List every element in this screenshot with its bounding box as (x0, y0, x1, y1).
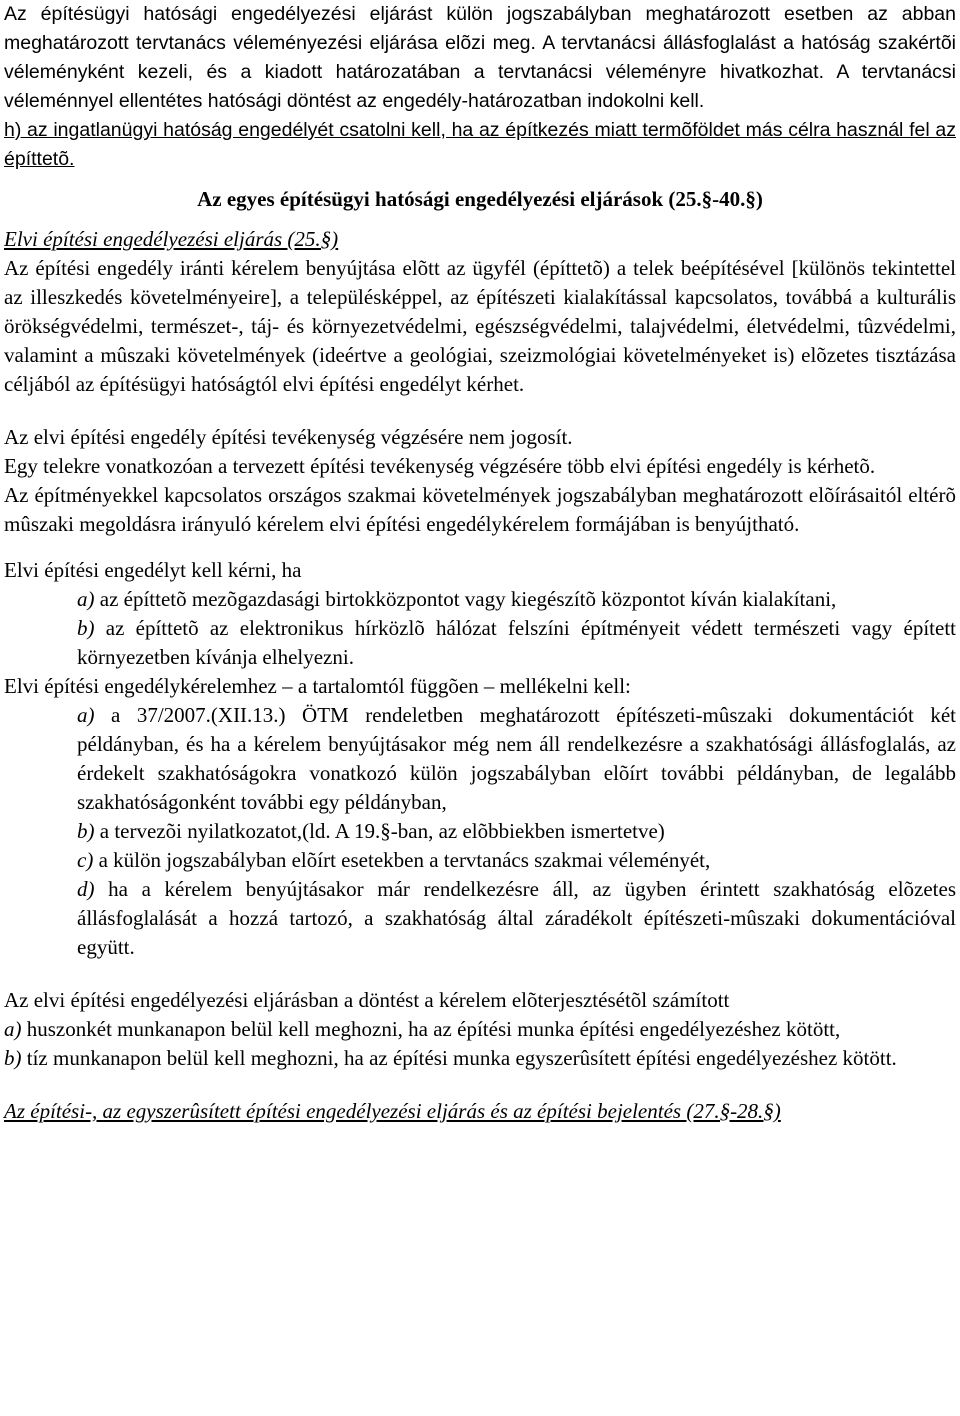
elvi-paragraph-3: Egy telekre vonatkozóan a tervezett építési tevékenység végzésére több elvi építési engedély is kérhetõ. (4, 454, 876, 478)
attach-intro: Elvi építési engedélykérelemhez – a tartalomtól függõen – mellékelni kell: (4, 674, 631, 698)
when-item-b (77, 614, 956, 672)
attach-text-c: a külön jogszabályban elõírt esetekben a tervtanács szakmai véleményét, (98, 848, 711, 872)
attach-item-c (77, 846, 956, 875)
attach-marker-c: c) (77, 848, 94, 872)
section-heading: Az egyes építésügyi hatósági engedélyezési eljárások (25.§-40.§) (197, 187, 763, 211)
when-marker-b: b) (77, 616, 95, 640)
when-item-a (77, 585, 956, 614)
attach-text-b: a tervezõi nyilatkozatot,(ld. A 19.§-ban, az elõbbiekben ismertetve) (99, 819, 665, 843)
attach-text-a: a 37/2007.(XII.13.) ÖTM rendeletben meghatározott építészeti-mûszaki dokumentációt két példányban, és ha a kérelem benyújtásakor még nem áll rendelkezésre a szakhatósági állásfoglalás, az érdekelt szakhatóságokra vonatkozó külön jogszabályban elõírt további példányban, de legalább szakhatóságonként további egy példányban, (77, 703, 956, 814)
intro-line-2: A tervtanácsi állásfoglalást a hatóság szakértõi véleményként kezeli, és a kiadott határozatában a tervtanácsi véleményre hivatkozhat. (4, 32, 957, 83)
intro-item-h: h) az ingatlanügyi hatóság engedélyét csatolni kell, ha az építkezés miatt termõföldet más célra használ fel az építtetõ. (4, 119, 956, 170)
attach-item-a (77, 701, 956, 817)
document-page (4, 0, 956, 1126)
attach-item-b (77, 817, 956, 846)
intro-line-1: Az építésügyi hatósági engedélyezési eljárást külön jogszabályban meghatározott esetben az abban meghatározott tervtanács véleményezési eljárása elõzi meg. (4, 3, 956, 54)
elvi-paragraph-4: Az építményekkel kapcsolatos országos szakmai követelmények jogszabályban meghatározott elõírásaitól eltérõ mûszaki megoldásra irányuló kérelem elvi építési engedélykérelem formájában is benyújtható. (4, 483, 956, 536)
attach-text-d: ha a kérelem benyújtásakor már rendelkezésre áll, az ügyben érintett szakhatóság elõzetes állásfoglalását a hozzá tartozó, a szakhatóság által záradékolt építészeti-mûszaki dokumentációval együtt. (77, 877, 956, 959)
when-marker-a: a) (77, 587, 95, 611)
attach-marker-b: b) (77, 819, 95, 843)
intro-paragraph (4, 0, 956, 116)
deadline-intro: Az elvi építési engedélyezési eljárásban a döntést a kérelem elõterjesztésétõl számított (4, 988, 730, 1012)
deadline-text-a: huszonkét munkanapon belül kell meghozni, ha az építési munka építési engedélyezéshez kötött, (26, 1017, 841, 1041)
deadline-item-a (4, 1015, 956, 1044)
deadline-marker-b: b) (4, 1046, 22, 1070)
when-text-b: az építtetõ az elektronikus hírközlõ hálózat felszíni építményeit védett természeti vagy épített környezetben kívánja elhelyezni. (77, 616, 957, 669)
deadline-item-b (4, 1044, 956, 1073)
elvi-paragraph-2: Az elvi építési engedély építési tevékenység végzésére nem jogosít. (4, 425, 573, 449)
attach-marker-d: d) (77, 877, 95, 901)
footer-section-title: Az építési-, az egyszerûsített építési engedélyezési eljárás és az építési bejelentés (27.§-28.§) (4, 1099, 781, 1123)
attach-item-d (77, 875, 956, 962)
when-intro: Elvi építési engedélyt kell kérni, ha (4, 558, 302, 582)
deadline-text-b: tíz munkanapon belül kell meghozni, ha az építési munka egyszerûsített építési engedélyezéshez kötött. (26, 1046, 897, 1070)
when-text-a: az építtetõ mezõgazdasági birtokközpontot vagy kiegészítõ központot kíván kialakítani, (99, 587, 837, 611)
deadline-marker-a: a) (4, 1017, 22, 1041)
attach-marker-a: a) (77, 703, 95, 727)
elvi-title: Elvi építési engedélyezési eljárás (25.§) (4, 227, 339, 251)
elvi-paragraph-1: Az építési engedély iránti kérelem benyújtása elõtt az ügyfél (építtetõ) a telek beépítésével [különös tekintettel az illeszkedés követelményeire], a településképpel, az építészeti kialakítással kapcsolatos, továbbá a kulturális örökségvédelmi, természet-, táj- és környezetvédelmi, egészségvédelmi, talajvédelmi, életvédelmi, tûzvédelmi, valamint a mûszaki követelmények (ideértve a geológiai, szeizmológiai követelményeket is) elõzetes tisztázása céljából az építésügyi hatóságtól elvi építési engedélyt kérhet. (4, 256, 956, 396)
intro-line-3: A tervtanácsi véleménnyel ellentétes hatósági döntést az engedély-határozatban indokolni kell. (4, 61, 957, 112)
